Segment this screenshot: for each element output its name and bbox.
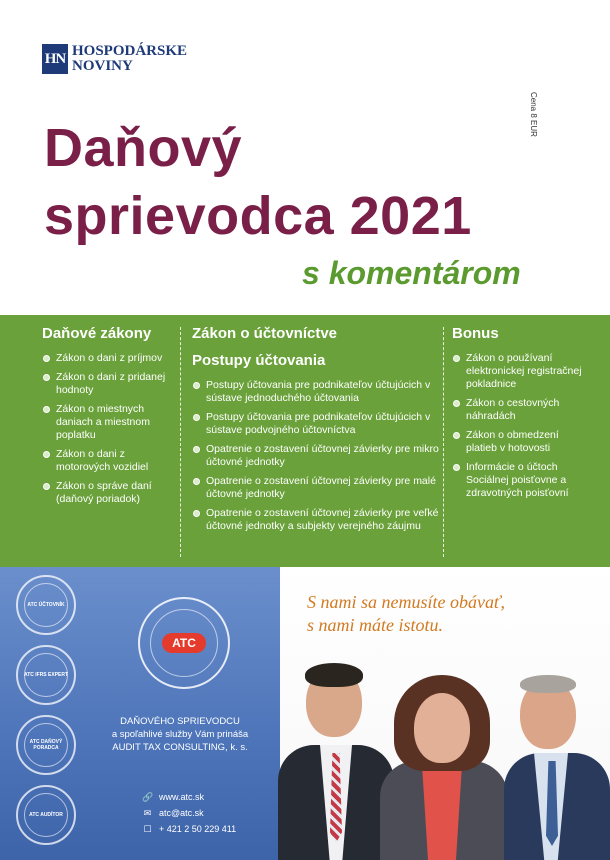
partner-line-2: a spoľahlivé služby Vám prináša [111,729,249,740]
logo-line-1: HOSPODÁRSKE [72,43,188,59]
list-item: Postupy účtovania pre podnikateľov účtujúcich v sústave jednoduchého účtovania [192,379,442,405]
partner-line-1: DAŇOVÉHO SPRIEVODCU [120,716,240,727]
slogan-line-1: S nami sa nemusíte obávať, [307,592,506,612]
title-line-1: Daňový [44,118,243,178]
phone-icon: ☐ [143,823,152,834]
price-label: Cena 8 EUR [529,92,538,137]
list-item: Zákon o obmedzení platieb v hotovosti [452,429,582,455]
slogan [307,591,505,637]
seal-icon: ATC IFRS EXPERT [16,645,76,705]
list-item: Zákon o správe daní (daňový poriadok) [42,480,174,506]
bonus-list [452,352,582,500]
list-item: Zákon o používaní elektronickej registračnej pokladnice [452,352,582,391]
person-middle-figure [372,675,512,860]
list-item: Informácie o účtoch Sociálnej poisťovne a zdravotných poisťovní [452,461,582,500]
seal-icon: ATC DAŇOVÝ PORADCA [16,715,76,775]
slogan-line-2: s nami máte istotu. [307,615,444,635]
list-item: Opatrenie o zostavení účtovnej závierky pre mikro účtovné jednotky [192,443,442,469]
column-accounting [192,325,442,539]
logo-mark: HN [42,44,68,74]
accounting-list [192,379,442,533]
list-item: Opatrenie o zostavení účtovnej závierky pre veľké účtovné jednotky a subjekty verejného záujmu [192,507,442,533]
advert-area [0,567,610,860]
logo-text [72,44,187,74]
partner-panel [0,567,280,860]
atc-seal-icon [138,597,230,689]
contact-phone[interactable] [142,821,236,837]
tax-laws-list [42,352,174,506]
logo-line-2: NOVINY [72,58,133,74]
partner-line-3: AUDIT TAX CONSULTING, k. s. [112,742,248,753]
link-icon: 🔗 [142,791,154,802]
column-subheading: Postupy účtovania [192,352,326,369]
list-item: Zákon o cestovných náhradách [452,397,582,423]
column-divider [180,327,181,557]
contact-phone-text: + 421 2 50 229 411 [159,824,237,834]
contact-email-text: atc@atc.sk [159,808,204,818]
person-right-figure [500,673,610,860]
contact-list [142,789,236,837]
list-item: Postupy účtovania pre podnikateľov účtujúcich v sústave podvojného účtovníctva [192,411,442,437]
column-tax-laws [42,325,174,512]
contents-band [0,315,610,567]
column-heading: Daňové zákony [42,325,152,342]
contact-email[interactable] [142,805,236,821]
seal-icon: ATC AUDÍTOR [16,785,76,845]
column-heading: Bonus [452,325,499,342]
column-heading: Zákon o účtovníctve [192,325,338,342]
column-bonus [452,325,582,506]
publisher-logo [42,44,187,74]
list-item: Zákon o dani z motorových vozidiel [42,448,174,474]
title-line-2: sprievodca 2021 [44,186,472,246]
list-item: Zákon o miestnych daniach a miestnom poplatku [42,403,174,442]
partner-text [100,715,260,754]
atc-logo: ATC [162,633,206,653]
list-item: Opatrenie o zostavení účtovnej závierky pre malé účtovné jednotky [192,475,442,501]
column-divider [443,327,444,557]
seal-icon: ATC ÚČTOVNÍK [16,575,76,635]
email-icon: ✉ [143,807,152,818]
contact-web[interactable] [142,789,236,805]
contact-web-text: www.atc.sk [159,792,205,802]
list-item: Zákon o dani z pridanej hodnoty [42,371,174,397]
subtitle: s komentárom [302,255,521,291]
list-item: Zákon o dani z príjmov [42,352,174,365]
